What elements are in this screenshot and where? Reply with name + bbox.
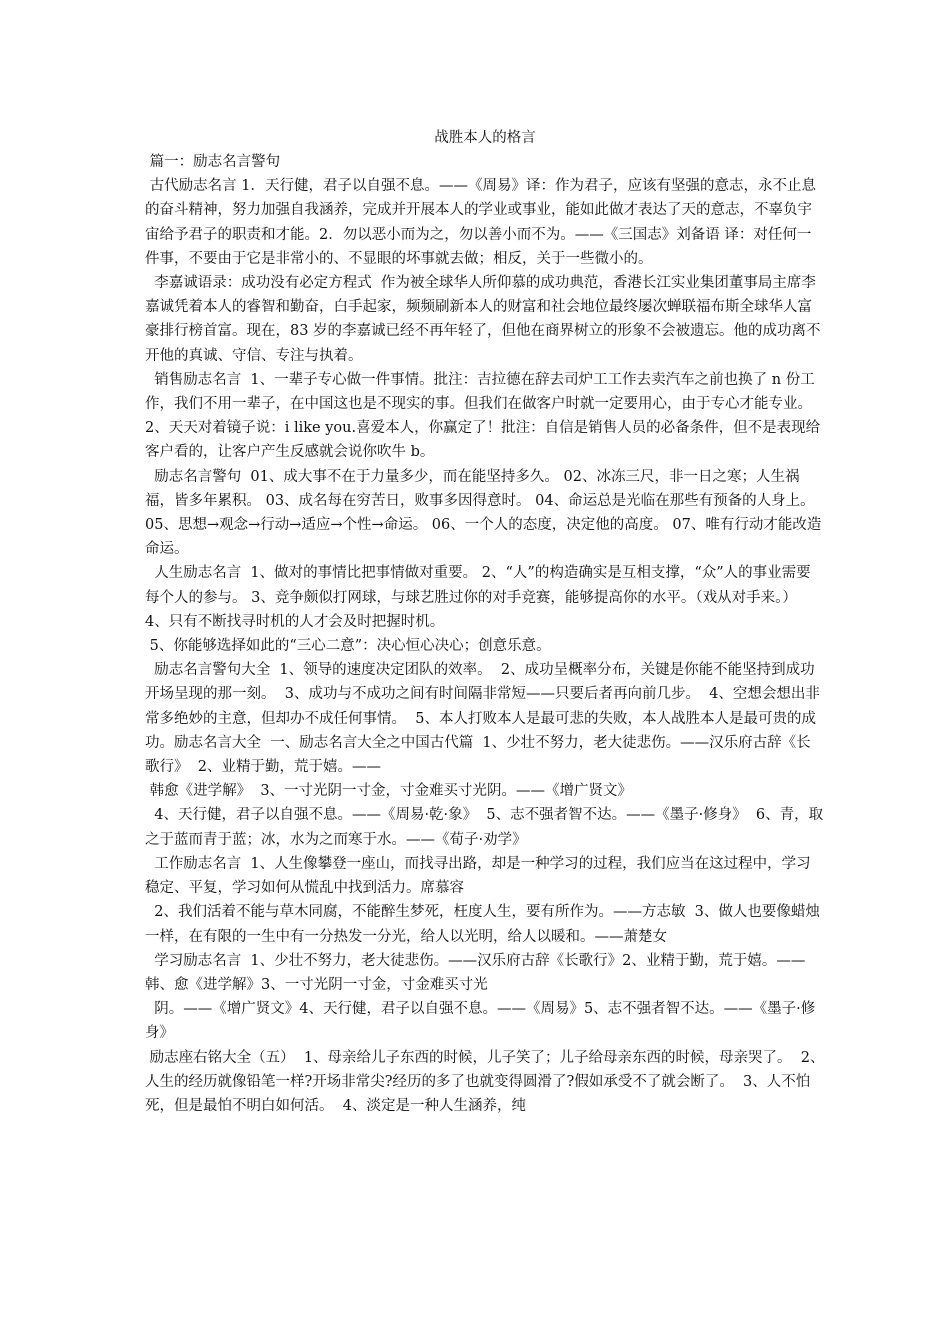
paragraph-7: 5、你能够选择如此的“三心二意”：决心恒心决心；创意乐意。 (145, 638, 551, 655)
paragraph-13: 学习励志名言 1、少壮不努力，老大徒悲伤。——汉乐府古辞《长歌行》2、业精于勤，荒于嬉。——韩、愈《进学解》3、一寸光阴一寸金，寸金难买寸光 (145, 952, 806, 993)
paragraph-2: 古代励志名言 1．天行健，君子以自强不息。——《周易》译：作为君子，应该有坚强的意志，永不止息的奋斗精神，努力加强自我涵养，完成并开展本人的学业或事业，能如此做才表达了天的意志，不辜负宇宙给予君子的职责和才能。2．勿以恶小而为之，勿以善小而不为。——《三国志》刘备语 译：对任何一件事，不要由于它是非常小的、不显眼的坏事就去做；相反，关于一些微小的。 (145, 178, 816, 267)
paragraph-4: 销售励志名言 1、一辈子专心做一件事情。批注：吉拉德在辞去司炉工工作去卖汽车之前也换了 n 份工作，我们不用一辈子，在中国这也是不现实的事。但我们在做客户时就一定要用心，由于专心才能专业。2、天天对着镜子说：i like you.喜爱本人，你赢定了！批注：自信是销售人员的必备条件，但不是表现给客户看的，让客户产生反感就会说你吹牛 b。 (145, 371, 821, 461)
document-title: 战胜本人的格言 (434, 130, 536, 146)
paragraph-10: 4、天行健，君子以自强不息。——《周易·乾·象》 5、志不强者智不达。——《墨子·修身》 6、青，取之于蓝而青于蓝；冰，水为之而寒于水。——《荀子·劝学》 (145, 807, 824, 848)
paragraph-15: 励志座右铭大全（五） 1、母亲给儿子东西的时候，儿子笑了；儿子给母亲东西的时候，母亲哭了。 2、人生的经历就像铅笔一样?开场非常尖?经历的多了也就变得圆滑了?假如承受不了就会断了。 3、人不怕死，但是最怕不明白如何活。 4、淡定是一种人生涵养，纯 (145, 1049, 825, 1114)
paragraph-8: 励志名言警句大全 1、领导的速度决定团队的效率。 2、成功呈概率分布，关键是你能不能坚持到成功开场呈现的那一刻。 3、成功与不成功之间有时间隔非常短——只要后者再向前几步。 4、空想会想出非常多绝妙的主意，但却办不成任何事情。 5、本人打败本人是最可悲的失败，本人战胜本人是最可贵的成功。励志名言大全 一、励志名言大全之中国古代篇 1、少壮不努力，老大徒悲伤。——汉乐府古辞《长歌行》 2、业精于勤，荒于嬉。—— (145, 662, 820, 776)
paragraph-9: 韩愈《进学解》 3、一寸光阴一寸金，寸金难买寸光阴。——《增广贤文》 (145, 783, 633, 800)
paragraph-14: 阴。——《增广贤文》4、天行健，君子以自强不息。——《周易》5、志不强者智不达。——《墨子·修身》 (145, 1001, 816, 1042)
paragraph-3: 李嘉诚语录：成功没有必定方程式 作为被全球华人所仰慕的成功典范，香港长江实业集团董事局主席李嘉诚凭着本人的睿智和勤奋，白手起家，频频刷新本人的财富和社会地位最终屡次蝉联福布斯全球华人富豪排行榜首富。现在，83 岁的李嘉诚已经不再年轻了，但他在商界树立的形象不会被遗忘。他的成功离不开他的真诚、守信、专注与执着。 (145, 275, 821, 364)
paragraph-5: 励志名言警句 01、成大事不在于力量多少，而在能坚持多久。 02、冰冻三尺，非一日之寒；人生祸福，皆多年累积。 03、成名每在穷苦日，败事多因得意时。 04、命运总是光临在那些有预备的人身上。 05、思想→观念→行动→适应→个性→命运。 06、一个人的态度，决定他的高度。 07、唯有行动才能改造命运。 (145, 468, 822, 558)
paragraph-6: 人生励志名言 1、做对的事情比把事情做对重要。 2、“人”的构造确实是互相支撑，“众”人的事业需要每个人的参与。 3、竞争颇似打网球，与球艺胜过你的对手竞赛，能够提高你的水平。（戏从对手来。） 4、只有不断找寻时机的人才会及时把握时机。 (145, 565, 811, 630)
paragraph-1: 篇一：励志名言警句 (145, 154, 281, 170)
paragraph-11: 工作励志名言 1、人生像攀登一座山，而找寻出路，却是一种学习的过程，我们应当在这过程中，学习稳定、平复，学习如何从慌乱中找到活力。席慕容 (145, 855, 811, 897)
document-page (145, 126, 825, 1118)
paragraph-12: 2、我们活着不能与草木同腐，不能醉生梦死，枉度人生，要有所作为。——方志敏 3、做人也要像蜡烛一样，在有限的一生中有一分热发一分光，给人以光明，给人以暖和。——萧楚女 (145, 904, 820, 945)
